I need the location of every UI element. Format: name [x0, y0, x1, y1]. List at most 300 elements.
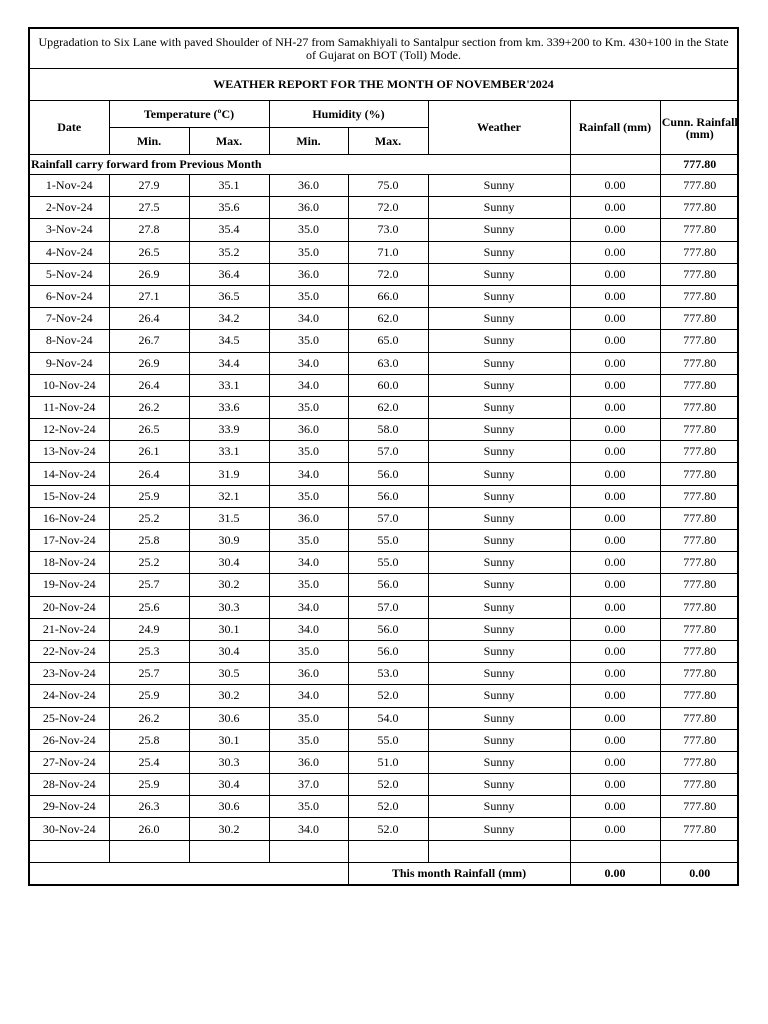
date-cell: 27-Nov-24 — [30, 751, 109, 773]
temp-min-cell: 25.7 — [109, 663, 189, 685]
temp-max-cell: 30.2 — [189, 574, 269, 596]
weather-cell: Sunny — [428, 685, 570, 707]
rainfall-cell: 0.00 — [570, 574, 660, 596]
humidity-max-header: Max. — [348, 128, 428, 155]
humidity-max-cell: 62.0 — [348, 396, 428, 418]
weather-cell: Sunny — [428, 441, 570, 463]
weather-cell: Sunny — [428, 241, 570, 263]
date-cell: 19-Nov-24 — [30, 574, 109, 596]
cumulative-rainfall-cell: 777.80 — [660, 507, 739, 529]
cumulative-rainfall-cell: 777.80 — [660, 396, 739, 418]
date-cell: 2-Nov-24 — [30, 197, 109, 219]
temp-max-cell: 35.1 — [189, 175, 269, 197]
humidity-max-cell: 63.0 — [348, 352, 428, 374]
temp-max-header: Max. — [189, 128, 269, 155]
cumulative-rainfall-cell: 777.80 — [660, 308, 739, 330]
humidity-min-cell: 35.0 — [269, 640, 348, 662]
humidity-min-cell: 35.0 — [269, 574, 348, 596]
temp-min-cell: 25.2 — [109, 507, 189, 529]
humidity-min-cell: 34.0 — [269, 308, 348, 330]
humidity-min-cell: 35.0 — [269, 330, 348, 352]
rainfall-cell: 0.00 — [570, 618, 660, 640]
cumulative-rainfall-cell: 777.80 — [660, 685, 739, 707]
temp-max-cell: 32.1 — [189, 485, 269, 507]
humidity-min-cell: 36.0 — [269, 175, 348, 197]
rainfall-cell: 0.00 — [570, 596, 660, 618]
temp-max-cell: 30.3 — [189, 751, 269, 773]
date-cell: 26-Nov-24 — [30, 729, 109, 751]
table-row — [30, 352, 739, 374]
humidity-max-cell: 57.0 — [348, 596, 428, 618]
blank-cell — [269, 840, 348, 862]
report-title: WEATHER REPORT FOR THE MONTH OF NOVEMBER'2024 — [30, 69, 737, 101]
humidity-max-cell: 56.0 — [348, 463, 428, 485]
temp-min-cell: 25.4 — [109, 751, 189, 773]
table-row — [30, 707, 739, 729]
temperature-header: Temperature (ºC) — [109, 101, 269, 128]
rainfall-cell: 0.00 — [570, 219, 660, 241]
weather-cell: Sunny — [428, 596, 570, 618]
date-cell: 1-Nov-24 — [30, 175, 109, 197]
weather-cell: Sunny — [428, 552, 570, 574]
humidity-min-cell: 35.0 — [269, 285, 348, 307]
rainfall-cell: 0.00 — [570, 241, 660, 263]
temp-min-cell: 25.3 — [109, 640, 189, 662]
weather-cell: Sunny — [428, 707, 570, 729]
table-row — [30, 530, 739, 552]
date-cell: 14-Nov-24 — [30, 463, 109, 485]
temp-min-cell: 26.9 — [109, 263, 189, 285]
date-cell: 13-Nov-24 — [30, 441, 109, 463]
humidity-min-cell: 36.0 — [269, 419, 348, 441]
table-row — [30, 463, 739, 485]
cumulative-rainfall-cell: 777.80 — [660, 818, 739, 840]
rainfall-cell: 0.00 — [570, 640, 660, 662]
rainfall-cell: 0.00 — [570, 197, 660, 219]
weather-table — [30, 101, 739, 884]
rainfall-cell: 0.00 — [570, 663, 660, 685]
temp-min-cell: 27.8 — [109, 219, 189, 241]
cumulative-rainfall-cell: 777.80 — [660, 596, 739, 618]
humidity-min-cell: 37.0 — [269, 774, 348, 796]
monthly-rainfall-value: 0.00 — [570, 862, 660, 884]
cumulative-rainfall-cell: 777.80 — [660, 774, 739, 796]
temp-min-cell: 26.2 — [109, 707, 189, 729]
temp-max-cell: 35.2 — [189, 241, 269, 263]
humidity-min-cell: 35.0 — [269, 707, 348, 729]
humidity-max-cell: 60.0 — [348, 374, 428, 396]
table-row — [30, 263, 739, 285]
temp-min-cell: 24.9 — [109, 618, 189, 640]
table-row — [30, 374, 739, 396]
rainfall-cell: 0.00 — [570, 308, 660, 330]
weather-cell: Sunny — [428, 485, 570, 507]
table-row — [30, 219, 739, 241]
cumulative-rainfall-cell: 777.80 — [660, 729, 739, 751]
temp-min-cell: 25.9 — [109, 485, 189, 507]
rainfall-cell: 0.00 — [570, 285, 660, 307]
cumulative-rainfall-cell: 777.80 — [660, 330, 739, 352]
date-cell: 11-Nov-24 — [30, 396, 109, 418]
rainfall-cell: 0.00 — [570, 774, 660, 796]
rainfall-header: Rainfall (mm) — [570, 101, 660, 155]
date-cell: 3-Nov-24 — [30, 219, 109, 241]
temp-min-header: Min. — [109, 128, 189, 155]
date-cell: 16-Nov-24 — [30, 507, 109, 529]
weather-cell: Sunny — [428, 352, 570, 374]
cumulative-rainfall-cell: 777.80 — [660, 796, 739, 818]
humidity-max-cell: 56.0 — [348, 574, 428, 596]
humidity-max-cell: 65.0 — [348, 330, 428, 352]
humidity-min-cell: 35.0 — [269, 530, 348, 552]
weather-cell: Sunny — [428, 263, 570, 285]
date-cell: 25-Nov-24 — [30, 707, 109, 729]
rainfall-cell: 0.00 — [570, 796, 660, 818]
date-cell: 4-Nov-24 — [30, 241, 109, 263]
humidity-max-cell: 55.0 — [348, 530, 428, 552]
date-header: Date — [30, 101, 109, 155]
temp-min-cell: 25.7 — [109, 574, 189, 596]
weather-cell: Sunny — [428, 729, 570, 751]
cumulative-rainfall-cell: 777.80 — [660, 485, 739, 507]
cumulative-rainfall-cell: 777.80 — [660, 241, 739, 263]
humidity-min-cell: 34.0 — [269, 818, 348, 840]
humidity-min-cell: 34.0 — [269, 463, 348, 485]
humidity-min-cell: 34.0 — [269, 618, 348, 640]
weather-cell: Sunny — [428, 175, 570, 197]
humidity-min-cell: 35.0 — [269, 485, 348, 507]
temp-min-cell: 26.4 — [109, 463, 189, 485]
humidity-min-cell: 34.0 — [269, 685, 348, 707]
rainfall-cell: 0.00 — [570, 441, 660, 463]
temp-max-cell: 30.5 — [189, 663, 269, 685]
cumulative-rainfall-cell: 777.80 — [660, 197, 739, 219]
date-cell: 12-Nov-24 — [30, 419, 109, 441]
weather-cell: Sunny — [428, 818, 570, 840]
table-row — [30, 507, 739, 529]
cumulative-rainfall-cell: 777.80 — [660, 352, 739, 374]
date-cell: 28-Nov-24 — [30, 774, 109, 796]
weather-cell: Sunny — [428, 663, 570, 685]
temp-min-cell: 26.4 — [109, 308, 189, 330]
rainfall-cell: 0.00 — [570, 530, 660, 552]
rainfall-cell: 0.00 — [570, 818, 660, 840]
humidity-min-cell: 36.0 — [269, 751, 348, 773]
rainfall-cell: 0.00 — [570, 552, 660, 574]
humidity-min-cell: 36.0 — [269, 263, 348, 285]
weather-cell: Sunny — [428, 219, 570, 241]
temp-min-cell: 27.9 — [109, 175, 189, 197]
temp-min-cell: 25.8 — [109, 530, 189, 552]
temp-max-cell: 30.6 — [189, 707, 269, 729]
rainfall-cell: 0.00 — [570, 374, 660, 396]
cumulative-rainfall-cell: 777.80 — [660, 175, 739, 197]
rainfall-cell: 0.00 — [570, 751, 660, 773]
carry-forward-label: Rainfall carry forward from Previous Month — [30, 155, 570, 175]
humidity-max-cell: 75.0 — [348, 175, 428, 197]
cumulative-rainfall-cell: 777.80 — [660, 374, 739, 396]
blank-cell — [189, 840, 269, 862]
humidity-max-cell: 72.0 — [348, 263, 428, 285]
weather-cell: Sunny — [428, 618, 570, 640]
humidity-min-cell: 35.0 — [269, 219, 348, 241]
temp-max-cell: 30.4 — [189, 552, 269, 574]
cumulative-rainfall-cell: 777.80 — [660, 219, 739, 241]
table-row — [30, 685, 739, 707]
monthly-cumulative-value: 0.00 — [660, 862, 739, 884]
temp-min-cell: 25.2 — [109, 552, 189, 574]
weather-report-sheet — [28, 27, 739, 886]
weather-cell: Sunny — [428, 374, 570, 396]
weather-cell: Sunny — [428, 774, 570, 796]
table-row — [30, 175, 739, 197]
temp-max-cell: 30.3 — [189, 596, 269, 618]
table-row — [30, 285, 739, 307]
table-row — [30, 663, 739, 685]
humidity-max-cell: 72.0 — [348, 197, 428, 219]
temp-max-cell: 33.9 — [189, 419, 269, 441]
carry-forward-row — [30, 155, 739, 175]
temp-max-cell: 34.2 — [189, 308, 269, 330]
temp-max-cell: 33.1 — [189, 441, 269, 463]
rainfall-cell: 0.00 — [570, 729, 660, 751]
temp-min-cell: 25.6 — [109, 596, 189, 618]
table-row — [30, 241, 739, 263]
carry-forward-rain — [570, 155, 660, 175]
humidity-min-cell: 36.0 — [269, 197, 348, 219]
table-row — [30, 396, 739, 418]
blank-cell — [109, 840, 189, 862]
temp-min-cell: 26.0 — [109, 818, 189, 840]
date-cell: 23-Nov-24 — [30, 663, 109, 685]
date-cell: 18-Nov-24 — [30, 552, 109, 574]
carry-forward-value: 777.80 — [660, 155, 739, 175]
temp-max-cell: 33.6 — [189, 396, 269, 418]
date-cell: 29-Nov-24 — [30, 796, 109, 818]
humidity-max-cell: 52.0 — [348, 685, 428, 707]
rainfall-cell: 0.00 — [570, 685, 660, 707]
table-row — [30, 485, 739, 507]
table-row — [30, 330, 739, 352]
humidity-min-header: Min. — [269, 128, 348, 155]
temp-max-cell: 30.4 — [189, 774, 269, 796]
humidity-header: Humidity (%) — [269, 101, 428, 128]
weather-cell: Sunny — [428, 530, 570, 552]
temp-min-cell: 25.8 — [109, 729, 189, 751]
temp-min-cell: 26.3 — [109, 796, 189, 818]
temp-min-cell: 25.9 — [109, 685, 189, 707]
date-cell: 10-Nov-24 — [30, 374, 109, 396]
humidity-max-cell: 52.0 — [348, 796, 428, 818]
weather-cell: Sunny — [428, 419, 570, 441]
temp-max-cell: 35.4 — [189, 219, 269, 241]
temp-max-cell: 31.5 — [189, 507, 269, 529]
weather-cell: Sunny — [428, 751, 570, 773]
table-row — [30, 552, 739, 574]
date-cell: 24-Nov-24 — [30, 685, 109, 707]
humidity-max-cell: 62.0 — [348, 308, 428, 330]
date-cell: 30-Nov-24 — [30, 818, 109, 840]
humidity-max-cell: 57.0 — [348, 441, 428, 463]
cumulative-rainfall-cell: 777.80 — [660, 552, 739, 574]
cumulative-rainfall-cell: 777.80 — [660, 751, 739, 773]
humidity-max-cell: 55.0 — [348, 729, 428, 751]
rainfall-cell: 0.00 — [570, 485, 660, 507]
temp-max-cell: 36.4 — [189, 263, 269, 285]
humidity-max-cell: 57.0 — [348, 507, 428, 529]
weather-cell: Sunny — [428, 574, 570, 596]
temp-min-cell: 26.5 — [109, 241, 189, 263]
humidity-min-cell: 36.0 — [269, 663, 348, 685]
humidity-max-cell: 56.0 — [348, 485, 428, 507]
date-cell: 17-Nov-24 — [30, 530, 109, 552]
temp-min-cell: 27.5 — [109, 197, 189, 219]
temp-min-cell: 26.4 — [109, 374, 189, 396]
monthly-rainfall-label: This month Rainfall (mm) — [348, 862, 570, 884]
rainfall-cell: 0.00 — [570, 507, 660, 529]
temp-min-cell: 25.9 — [109, 774, 189, 796]
weather-cell: Sunny — [428, 330, 570, 352]
humidity-min-cell: 35.0 — [269, 441, 348, 463]
cumulative-rainfall-cell: 777.80 — [660, 707, 739, 729]
humidity-max-cell: 56.0 — [348, 640, 428, 662]
rainfall-cell: 0.00 — [570, 175, 660, 197]
cumulative-rainfall-cell: 777.80 — [660, 463, 739, 485]
date-cell: 15-Nov-24 — [30, 485, 109, 507]
temp-max-cell: 30.6 — [189, 796, 269, 818]
humidity-min-cell: 34.0 — [269, 552, 348, 574]
humidity-max-cell: 52.0 — [348, 818, 428, 840]
table-row — [30, 818, 739, 840]
cumulative-rainfall-cell: 777.80 — [660, 640, 739, 662]
humidity-max-cell: 51.0 — [348, 751, 428, 773]
blank-cell — [570, 840, 660, 862]
temp-min-cell: 26.2 — [109, 396, 189, 418]
temp-min-cell: 26.5 — [109, 419, 189, 441]
rainfall-cell: 0.00 — [570, 463, 660, 485]
temp-min-cell: 27.1 — [109, 285, 189, 307]
blank-cell — [348, 840, 428, 862]
temp-max-cell: 34.4 — [189, 352, 269, 374]
project-title: Upgradation to Six Lane with paved Shoulder of NH-27 from Samakhiyali to Santalpur section from km. 339+200 to Km. 430+100 in the State of Gujarat on BOT (Toll) Mode. — [30, 29, 737, 69]
humidity-max-cell: 56.0 — [348, 618, 428, 640]
temp-max-cell: 30.4 — [189, 640, 269, 662]
date-cell: 5-Nov-24 — [30, 263, 109, 285]
table-row — [30, 729, 739, 751]
humidity-min-cell: 35.0 — [269, 796, 348, 818]
humidity-min-cell: 35.0 — [269, 396, 348, 418]
weather-cell: Sunny — [428, 285, 570, 307]
blank-cell — [428, 840, 570, 862]
date-cell: 20-Nov-24 — [30, 596, 109, 618]
temp-max-cell: 30.2 — [189, 818, 269, 840]
blank-cell — [30, 840, 109, 862]
temp-max-cell: 35.6 — [189, 197, 269, 219]
weather-cell: Sunny — [428, 507, 570, 529]
rainfall-cell: 0.00 — [570, 330, 660, 352]
weather-cell: Sunny — [428, 197, 570, 219]
table-row — [30, 441, 739, 463]
humidity-min-cell: 35.0 — [269, 241, 348, 263]
cumulative-rainfall-cell: 777.80 — [660, 441, 739, 463]
humidity-max-cell: 52.0 — [348, 774, 428, 796]
humidity-min-cell: 36.0 — [269, 507, 348, 529]
cumulative-rainfall-cell: 777.80 — [660, 263, 739, 285]
temp-max-cell: 30.2 — [189, 685, 269, 707]
humidity-min-cell: 34.0 — [269, 374, 348, 396]
weather-cell: Sunny — [428, 463, 570, 485]
table-row — [30, 774, 739, 796]
table-row — [30, 751, 739, 773]
weather-cell: Sunny — [428, 796, 570, 818]
temp-max-cell: 31.9 — [189, 463, 269, 485]
cumulative-rainfall-cell: 777.80 — [660, 530, 739, 552]
table-row — [30, 796, 739, 818]
table-row — [30, 574, 739, 596]
rainfall-cell: 0.00 — [570, 707, 660, 729]
blank-row — [30, 840, 739, 862]
date-cell: 22-Nov-24 — [30, 640, 109, 662]
date-cell: 8-Nov-24 — [30, 330, 109, 352]
rainfall-cell: 0.00 — [570, 352, 660, 374]
blank-cell — [660, 840, 739, 862]
temp-max-cell: 30.1 — [189, 618, 269, 640]
temp-min-cell: 26.1 — [109, 441, 189, 463]
humidity-max-cell: 66.0 — [348, 285, 428, 307]
humidity-max-cell: 55.0 — [348, 552, 428, 574]
temp-min-cell: 26.9 — [109, 352, 189, 374]
weather-cell: Sunny — [428, 396, 570, 418]
cumulative-rainfall-header: Cunn. Rainfall (mm) — [660, 101, 739, 155]
temp-max-cell: 30.1 — [189, 729, 269, 751]
date-cell: 9-Nov-24 — [30, 352, 109, 374]
weather-cell: Sunny — [428, 308, 570, 330]
table-row — [30, 419, 739, 441]
humidity-max-cell: 71.0 — [348, 241, 428, 263]
humidity-max-cell: 58.0 — [348, 419, 428, 441]
table-row — [30, 640, 739, 662]
table-row — [30, 197, 739, 219]
humidity-min-cell: 35.0 — [269, 729, 348, 751]
rainfall-cell: 0.00 — [570, 396, 660, 418]
temp-max-cell: 34.5 — [189, 330, 269, 352]
humidity-min-cell: 34.0 — [269, 352, 348, 374]
weather-header: Weather — [428, 101, 570, 155]
temp-max-cell: 36.5 — [189, 285, 269, 307]
humidity-max-cell: 73.0 — [348, 219, 428, 241]
date-cell: 7-Nov-24 — [30, 308, 109, 330]
cumulative-rainfall-cell: 777.80 — [660, 618, 739, 640]
cumulative-rainfall-cell: 777.80 — [660, 663, 739, 685]
table-row — [30, 618, 739, 640]
weather-cell: Sunny — [428, 640, 570, 662]
table-row — [30, 308, 739, 330]
humidity-max-cell: 53.0 — [348, 663, 428, 685]
rainfall-cell: 0.00 — [570, 419, 660, 441]
humidity-max-cell: 54.0 — [348, 707, 428, 729]
cumulative-rainfall-cell: 777.80 — [660, 419, 739, 441]
date-cell: 21-Nov-24 — [30, 618, 109, 640]
date-cell: 6-Nov-24 — [30, 285, 109, 307]
total-empty-cell — [30, 862, 348, 884]
table-row — [30, 596, 739, 618]
cumulative-rainfall-cell: 777.80 — [660, 285, 739, 307]
temp-min-cell: 26.7 — [109, 330, 189, 352]
rainfall-cell: 0.00 — [570, 263, 660, 285]
temp-max-cell: 33.1 — [189, 374, 269, 396]
monthly-total-row — [30, 862, 739, 884]
cumulative-rainfall-cell: 777.80 — [660, 574, 739, 596]
